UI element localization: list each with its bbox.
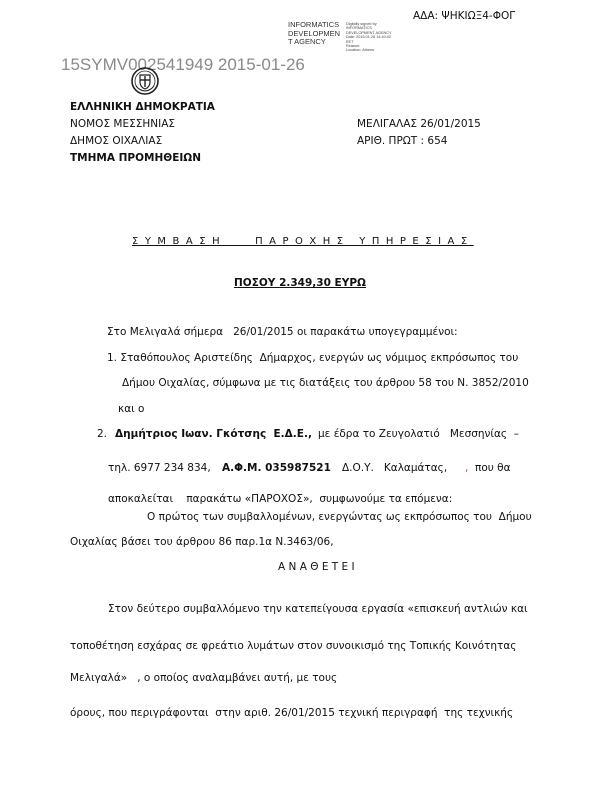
signature-detail: Location: Athens [346,48,375,53]
first-party-line2: Οιχαλίας βάσει του άρθρου 86 παρ.1α Ν.3463/06, [70,536,334,548]
signature-org-line: INFORMATICS [288,20,340,29]
party2-phone: τηλ. 6977 234 834, [108,462,211,474]
signature-org-line: DEVELOPMEN [288,28,341,38]
pou-tha: που θα [475,462,511,474]
place-date: ΜΕΛΙΓΑΛΑΣ 26/01/2015 [357,118,481,130]
first-party-line1: Ο πρώτος των συμβαλλομένων, ενεργώντας ως εκπρόσωπος του Δήμου [147,511,532,523]
signature-org-line: T AGENCY [288,37,326,46]
signature-detail: Digitally signed by [346,22,377,26]
party2-tax-office: Δ.Ο.Υ. Καλαμάτας, [342,462,448,474]
party1-line2: Δήμου Οιχαλίας, σύμφωνα με τις διατάξεις του άρθρου 58 του Ν. 3852/2010 [122,377,529,389]
signature-detail: INFORMATICS [346,26,372,31]
paragraph2-line4: όρους, που περιγράφονται στην αριθ. 26/01/2015 τεχνική περιγραφή της τεχνικής [70,707,514,719]
municipality-label: ΔΗΜΟΣ ΟΙΧΑΛΙΑΣ [70,135,163,147]
paragraph2-line1: Στον δεύτερο συμβαλλόμενο την κατεπείγουσα εργασία «επισκευή αντλιών και [108,603,528,615]
signature-detail: Reason: [346,44,361,49]
contract-amount: ΠΟΣΟΥ 2.349,30 ΕΥΡΩ [234,277,366,289]
paragraph2-line2: τοποθέτηση εσχάρας σε φρεάτιο λυμάτων στον συνοικισμό της Τοπικής Κοινότητας [70,640,517,652]
signature-detail: Date: 2015.01.26 14:40:00 [346,35,391,40]
called-line: αποκαλείται παρακάτω «ΠΑΡΟΧΟΣ», συμφωνούμε τα επόμενα: [108,493,453,505]
anathetei-word: Α Ν Α Θ Ε Τ Ε Ι [278,561,355,573]
ada-code: ΑΔΑ: ΨΗΚΙΩΞ4-ΦΟΓ [413,10,516,22]
diavgeia-id: 15SYMV002541949 2015-01-26 [61,55,305,74]
signature-details [346,22,392,53]
department-label: ΤΜΗΜΑ ΠΡΟΜΗΘΕΙΩΝ [70,152,201,164]
party2-afm: Α.Φ.Μ. 035987521 [222,462,331,474]
party2-name: Δημήτριος Ιωαν. Γκότσης Ε.Δ.Ε., [115,428,312,440]
party2-number: 2. [97,428,108,440]
comma-mark: , [465,462,469,474]
paragraph2-line3: Μελιγαλά» , ο οποίος αναλαμβάνει αυτή, με τους [70,672,338,684]
and-word: και ο [118,403,145,415]
protocol-number: ΑΡΙΘ. ΠΡΩΤ : 654 [357,135,448,147]
party2-address: με έδρα το Ζευγολατιό Μεσσηνίας – [318,428,519,440]
republic-label: ΕΛΛΗΝΙΚΗ ΔΗΜΟΚΡΑΤΙΑ [70,101,215,113]
signature-detail: DEVELOPMENT AGENCY [346,30,392,35]
prefecture-label: ΝΟΜΟΣ ΜΕΣΣΗΝΙΑΣ [70,118,176,130]
document-title: ΣΥΜΒΑΣΗ ΠΑΡΟΧΗΣ ΥΠΗΡΕΣΙΑΣ [132,236,474,247]
party1-line1: 1. Σταθόπουλος Αριστείδης Δήμαρχος, ενεργών ως νόμιμος εκπρόσωπος του [107,352,519,364]
signature-detail: EET [346,39,354,44]
coat-of-arms-icon [130,66,160,96]
signature-org [288,21,340,47]
intro-line: Στο Μελιγαλά σήμερα 26/01/2015 οι παρακάτω υπογεγραμμένοι: [107,326,458,338]
